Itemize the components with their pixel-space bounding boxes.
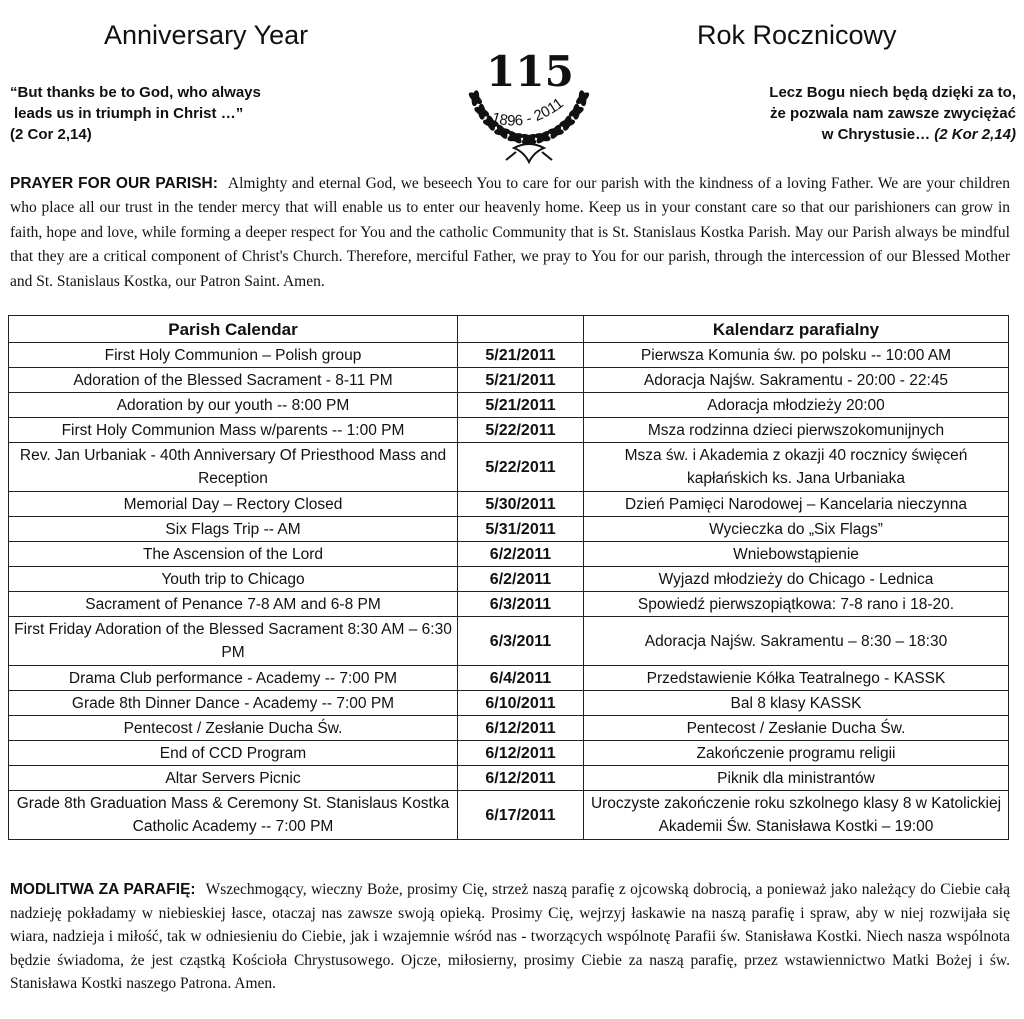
event-english: Grade 8th Dinner Dance - Academy -- 7:00 PM: [9, 691, 458, 716]
event-polish: Zakończenie programu religii: [584, 741, 1009, 766]
table-row: [9, 716, 1009, 741]
event-english: First Holy Communion Mass w/parents -- 1:00 PM: [9, 418, 458, 443]
event-english: First Friday Adoration of the Blessed Sacrament 8:30 AM – 6:30 PM: [9, 617, 458, 666]
scripture-quote-english: [10, 82, 261, 145]
prayer-heading: PRAYER FOR OUR PARISH:: [10, 175, 218, 192]
event-date: 6/4/2011: [458, 666, 584, 691]
table-row: [9, 393, 1009, 418]
scripture-quote-polish: [769, 82, 1016, 145]
table-row: [9, 542, 1009, 567]
table-row: [9, 617, 1009, 666]
table-row: [9, 567, 1009, 592]
table-header-row: [9, 316, 1009, 343]
event-polish: Przedstawienie Kółka Teatralnego - KASSK: [584, 666, 1009, 691]
event-polish: Adoracja Najśw. Sakramentu - 20:00 - 22:45: [584, 368, 1009, 393]
anniversary-wreath-logo: [454, 2, 604, 164]
parish-calendar-table: [8, 315, 1009, 840]
event-polish: Uroczyste zakończenie roku szkolnego klasy 8 w Katolickiej Akademii Św. Stanisława Kostki – 19:00: [584, 791, 1009, 840]
table-row: [9, 691, 1009, 716]
event-date: 6/10/2011: [458, 691, 584, 716]
table-row: [9, 766, 1009, 791]
quote-line: że pozwala nam zawsze zwyciężać: [770, 105, 1016, 122]
table-row: [9, 592, 1009, 617]
table-row: [9, 666, 1009, 691]
quote-line: “But thanks be to God, who always: [10, 84, 261, 101]
event-polish: Pentecost / Zesłanie Ducha Św.: [584, 716, 1009, 741]
event-english: End of CCD Program: [9, 741, 458, 766]
event-date: 6/17/2011: [458, 791, 584, 840]
table-row: [9, 517, 1009, 542]
event-english: First Holy Communion – Polish group: [9, 343, 458, 368]
quote-line: w Chrystusie…: [821, 126, 931, 143]
event-polish: Msza rodzinna dzieci pierwszokomunijnych: [584, 418, 1009, 443]
parish-prayer-polish: [10, 878, 1010, 996]
title-polish: Rok Rocznicowy: [697, 20, 897, 50]
event-english: The Ascension of the Lord: [9, 542, 458, 567]
event-polish: Adoracja Najśw. Sakramentu – 8:30 – 18:30: [584, 617, 1009, 666]
event-polish: Pierwsza Komunia św. po polsku -- 10:00 AM: [584, 343, 1009, 368]
event-date: 5/21/2011: [458, 393, 584, 418]
event-english: Youth trip to Chicago: [9, 567, 458, 592]
event-date: 5/21/2011: [458, 368, 584, 393]
event-english: Rev. Jan Urbaniak - 40th Anniversary Of Priesthood Mass and Reception: [9, 443, 458, 492]
quote-reference: (2 Cor 2,14): [10, 126, 92, 143]
header-date: [458, 316, 584, 343]
event-english: Adoration by our youth -- 8:00 PM: [9, 393, 458, 418]
event-date: 5/22/2011: [458, 443, 584, 492]
table-row: [9, 443, 1009, 492]
quote-reference: (2 Kor 2,14): [934, 126, 1016, 143]
event-date: 6/12/2011: [458, 741, 584, 766]
title-english: Anniversary Year: [104, 20, 309, 50]
event-polish: Wycieczka do „Six Flags”: [584, 517, 1009, 542]
header-kalendarz-parafialny: Kalendarz parafialny: [584, 316, 1009, 343]
laurel-leaf: [470, 90, 480, 107]
prayer-text: Wszechmogący, wieczny Boże, prosimy Cię, strzeż naszą parafię z ojcowską dobrocią, a ponieważ jako należący do Ciebie całą nadzieję pokładamy w niebieskiej łasce, otaczaj nas zawsze swoją opieką. Prosimy Cię, wejrzyj łaskawie na naszą parafię i spraw, aby w niej rozwijała się wiara, nadzieja i miłość, tak w odniesieniu do Ciebie, jak i wzajemnie wśród nas - tworzących wspólnotę Parafii św. Stanisława Kostki. Niech nasza wspólnota będzie świadoma, że jest cząstką Kościoła Chrystusowego. Ojcze, miłosierny, prosimy Ciebie za naszą parafię, przez wstawiennictwo Matki Bożej i św. Stanisława Kostki naszego Patrona. Amen.: [10, 881, 1010, 992]
event-date: 5/30/2011: [458, 492, 584, 517]
event-date: 5/31/2011: [458, 517, 584, 542]
event-english: Adoration of the Blessed Sacrament - 8-11 PM: [9, 368, 458, 393]
event-date: 5/22/2011: [458, 418, 584, 443]
table-row: [9, 368, 1009, 393]
table-row: [9, 791, 1009, 840]
event-english: Sacrament of Penance 7-8 AM and 6-8 PM: [9, 592, 458, 617]
prayer-text: Almighty and eternal God, we beseech You to care for our parish with the kindness of a loving Father. We are your children who place all our trust in the tender mercy that will enable us to enter our heavenly home. Keep us in your constant care so that our parishioners can grow in faith, hope and love, while forming a deeper respect for You and the catholic Community that is St. Stanislaus Kostka Parish. May our Parish always be mindful that they are a critical component of Christ's Church. Therefore, merciful Father, we pray to You for our parish, through the intercession of our Blessed Mother and St. Stanislaus Kostka, our Patron Saint. Amen.: [10, 175, 1010, 290]
event-polish: Adoracja młodzieży 20:00: [584, 393, 1009, 418]
event-polish: Piknik dla ministrantów: [584, 766, 1009, 791]
event-date: 6/2/2011: [458, 542, 584, 567]
header-parish-calendar: Parish Calendar: [9, 316, 458, 343]
event-date: 5/21/2011: [458, 343, 584, 368]
event-english: Memorial Day – Rectory Closed: [9, 492, 458, 517]
logo-number: 115: [486, 47, 574, 96]
event-polish: Dzień Pamięci Narodowej – Kancelaria nieczynna: [584, 492, 1009, 517]
event-date: 6/12/2011: [458, 716, 584, 741]
event-polish: Msza św. i Akademia z okazji 40 rocznicy święceń kapłańskich ks. Jana Urbaniaka: [584, 443, 1009, 492]
event-polish: Bal 8 klasy KASSK: [584, 691, 1009, 716]
event-polish: Wyjazd młodzieży do Chicago - Lednica: [584, 567, 1009, 592]
table-row: [9, 418, 1009, 443]
quote-line: Lecz Bogu niech będą dzięki za to,: [769, 84, 1016, 101]
event-date: 6/2/2011: [458, 567, 584, 592]
event-polish: Spowiedź pierwszopiątkowa: 7-8 rano i 18-20.: [584, 592, 1009, 617]
parish-prayer-english: [10, 172, 1010, 294]
event-english: Grade 8th Graduation Mass & Ceremony St. Stanislaus Kostka Catholic Academy -- 7:00 PM: [9, 791, 458, 840]
event-polish: Wniebowstąpienie: [584, 542, 1009, 567]
quote-line-last: [769, 124, 1016, 145]
event-english: Six Flags Trip -- AM: [9, 517, 458, 542]
event-english: Drama Club performance - Academy -- 7:00 PM: [9, 666, 458, 691]
laurel-leaf: [478, 103, 486, 119]
event-date: 6/3/2011: [458, 592, 584, 617]
table-row: [9, 492, 1009, 517]
table-row: [9, 343, 1009, 368]
event-english: Altar Servers Picnic: [9, 766, 458, 791]
prayer-heading: MODLITWA ZA PARAFIĘ:: [10, 881, 196, 898]
table-row: [9, 741, 1009, 766]
laurel-leaf: [559, 118, 576, 128]
event-english: Pentecost / Zesłanie Ducha Św.: [9, 716, 458, 741]
event-date: 6/12/2011: [458, 766, 584, 791]
event-date: 6/3/2011: [458, 617, 584, 666]
logo-years: 1896 - 2011: [489, 94, 567, 130]
laurel-leaf: [548, 128, 564, 136]
quote-line: leads us in triumph in Christ …”: [14, 105, 244, 122]
